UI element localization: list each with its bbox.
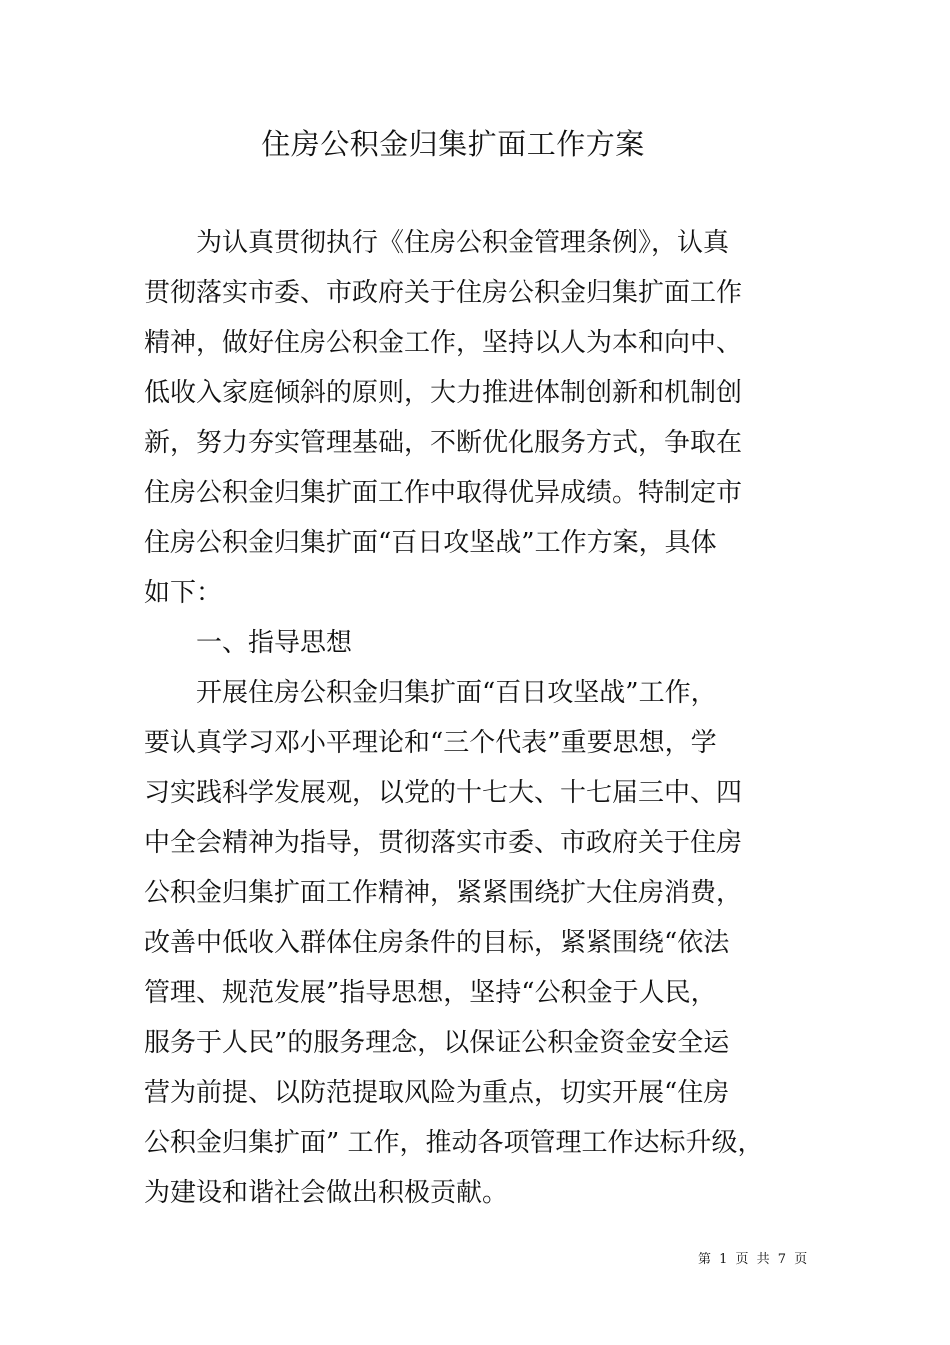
- page-number-footer: 第 1 页 共 7 页: [698, 1252, 808, 1267]
- body-line: 公积金归集扩面” 工作，推动各项管理工作达标升级，: [144, 1128, 764, 1158]
- page-title: 住房公积金归集扩面工作方案: [261, 127, 645, 161]
- body-line: 住房公积金归集扩面工作中取得优异成绩。特制定市: [144, 478, 743, 508]
- body-line: 精神，做好住房公积金工作，坚持以人为本和向中、: [144, 328, 743, 358]
- body-line: 新，努力夯实管理基础，不断优化服务方式，争取在: [144, 428, 743, 458]
- body-line: 服务于人民”的服务理念，以保证公积金资金安全运: [144, 1028, 730, 1058]
- section-heading: 一、指导思想: [144, 628, 353, 658]
- body-line: 要认真学习邓小平理论和“三个代表”重要思想，学: [144, 728, 717, 758]
- body-line: 住房公积金归集扩面“百日攻坚战”工作方案，具体: [144, 528, 717, 558]
- body-line: 改善中低收入群体住房条件的目标，紧紧围绕“依法: [144, 928, 730, 958]
- body-line: 营为前提、以防范提取风险为重点，切实开展“住房: [144, 1078, 730, 1108]
- body-line: 为认真贯彻执行《住房公积金管理条例》，认真: [144, 228, 730, 258]
- body-line: 如下：: [144, 578, 223, 608]
- body-line: 为建设和谐社会做出积极贡献。: [144, 1178, 509, 1208]
- body-line: 低收入家庭倾斜的原则，大力推进体制创新和机制创: [144, 378, 743, 408]
- body-line: 习实践科学发展观，以党的十七大、十七届三中、四: [144, 778, 743, 808]
- body-line: 开展住房公积金归集扩面“百日攻坚战”工作，: [144, 678, 717, 708]
- body-line: 贯彻落实市委、市政府关于住房公积金归集扩面工作: [144, 278, 743, 308]
- body-line: 中全会精神为指导，贯彻落实市委、市政府关于住房: [144, 828, 743, 858]
- body-line: 管理、规范发展”指导思想，坚持“公积金于人民，: [144, 978, 717, 1008]
- document-body: [144, 218, 794, 1218]
- body-line: 公积金归集扩面工作精神，紧紧围绕扩大住房消费，: [144, 878, 743, 908]
